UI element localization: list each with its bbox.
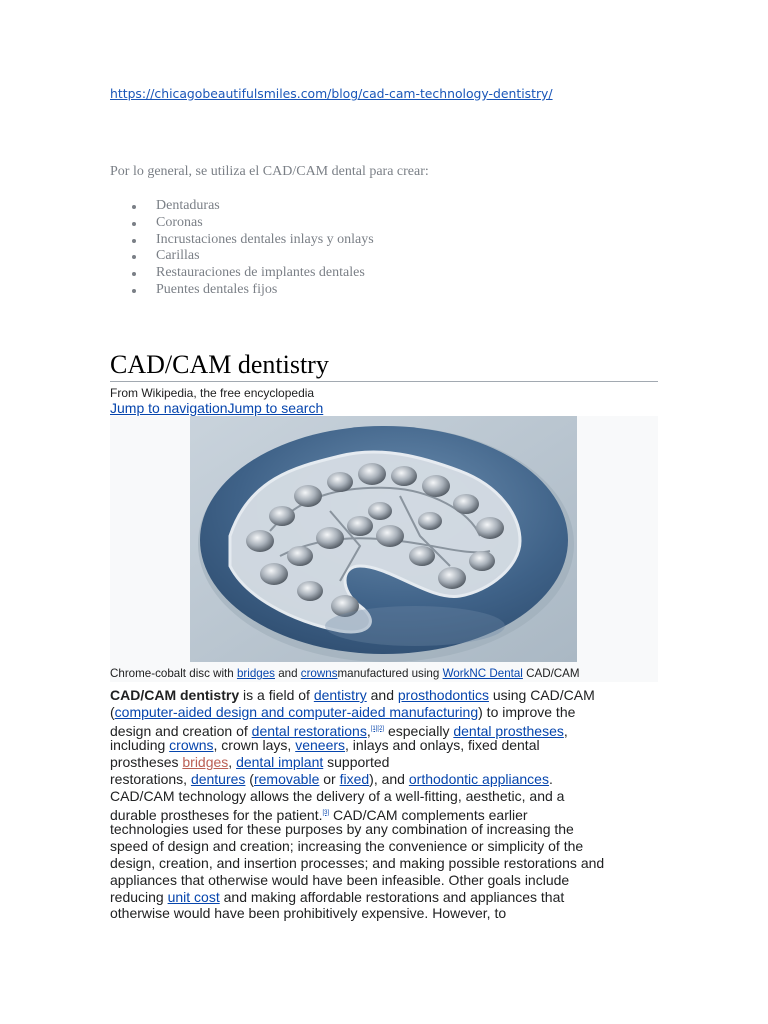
link-fixed[interactable]: fixed [339,770,370,787]
link-dentistry[interactable]: dentistry [313,687,367,703]
jump-links [110,400,323,416]
figure-caption: Chrome-cobalt disc with bridges and crownsmanufactured using WorkNC Dental CAD/CAM [110,667,580,680]
link-dental-restorations[interactable]: dental restorations [251,722,367,739]
body-line: speed of design and creation; increasing the convenience or simplicity of the [110,838,584,855]
list-item: Coronas [110,215,374,232]
link-dental-implant[interactable]: dental implant [236,754,324,771]
citation-1-2[interactable]: [1][2] [370,725,385,732]
bullet-icon [132,222,136,226]
jump-to-search-link[interactable]: Jump to search [227,400,324,416]
link-crowns[interactable]: crowns [169,737,214,754]
jump-to-navigation-link[interactable]: Jump to navigation [110,400,228,416]
link-bridges[interactable]: bridges [182,754,229,771]
citation-3[interactable]: [3] [322,809,330,816]
caption-link-crowns[interactable]: crowns [300,667,338,680]
link-dental-prostheses[interactable]: dental prostheses [453,722,564,739]
link-prosthodontics[interactable]: prosthodontics [397,687,489,703]
source-url-link[interactable]: https://chicagobeautifulsmiles.com/blog/cad-cam-technology-dentistry/ [110,86,553,101]
bullet-icon [132,272,136,276]
body-line: CAD/CAM dentistry is a field of dentistry and prosthodontics using CAD/CAM [110,687,595,703]
list-item: Puentes dentales fijos [110,282,374,299]
bullet-icon [132,205,136,209]
body-line: design and creation of dental restorations,[1][2] especially dental prostheses, [110,722,568,739]
bullet-icon [132,289,136,293]
caption-link-worknc-dental[interactable]: WorkNC Dental [442,667,523,680]
list-item: Carillas [110,248,374,265]
body-line: (computer-aided design and computer-aided manufacturing) to improve the [110,703,576,720]
link-dentures[interactable]: dentures [190,770,246,787]
article-subtitle: From Wikipedia, the free encyclopedia [110,386,315,400]
link-unit-cost[interactable]: unit cost [167,888,220,905]
link-removable[interactable]: removable [253,770,320,787]
link-veneers[interactable]: veneers [295,737,346,754]
body-line: design, creation, and insertion processes; and making possible restorations and [110,854,605,871]
body-line: reducing unit cost and making affordable restorations and appliances that [110,888,565,905]
link-cad-cam[interactable]: computer-aided design and computer-aided manufacturing [114,703,479,720]
link-orthodontic-appliances[interactable]: orthodontic appliances [408,770,549,787]
bullet-icon [132,255,136,259]
body-line: technologies used for these purposes by any combination of increasing the [110,821,574,838]
chrome-cobalt-disc-photo [190,416,577,662]
list-item: Restauraciones de implantes dentales [110,265,374,282]
body-line: restorations, dentures (removable or fixed), and orthodontic appliances. [110,770,553,787]
disc-illustration [190,416,577,662]
body-line: durable prostheses for the patient.[3] CAD/CAM complements earlier [110,806,528,823]
list-item: Incrustaciones dentales inlays y onlays [110,232,374,249]
list-item: Dentaduras [110,198,374,215]
body-line: appliances that otherwise would have been infeasible. Other goals include [110,871,570,888]
body-line: otherwise would have been prohibitively expensive. However, to [110,905,507,922]
article-body [110,687,660,922]
body-line: CAD/CAM technology allows the delivery of a well-fitting, aesthetic, and a [110,787,565,804]
caption-link-bridges[interactable]: bridges [236,667,275,680]
uses-list [110,198,374,299]
bullet-icon [132,239,136,243]
intro-text: Por lo general, se utiliza el CAD/CAM dental para crear: [110,164,429,179]
article-title: CAD/CAM dentistry [110,350,658,382]
body-line: including crowns, crown lays, veneers, inlays and onlays, fixed dental [110,737,540,754]
body-line: prostheses bridges, dental implant supported [110,754,390,771]
